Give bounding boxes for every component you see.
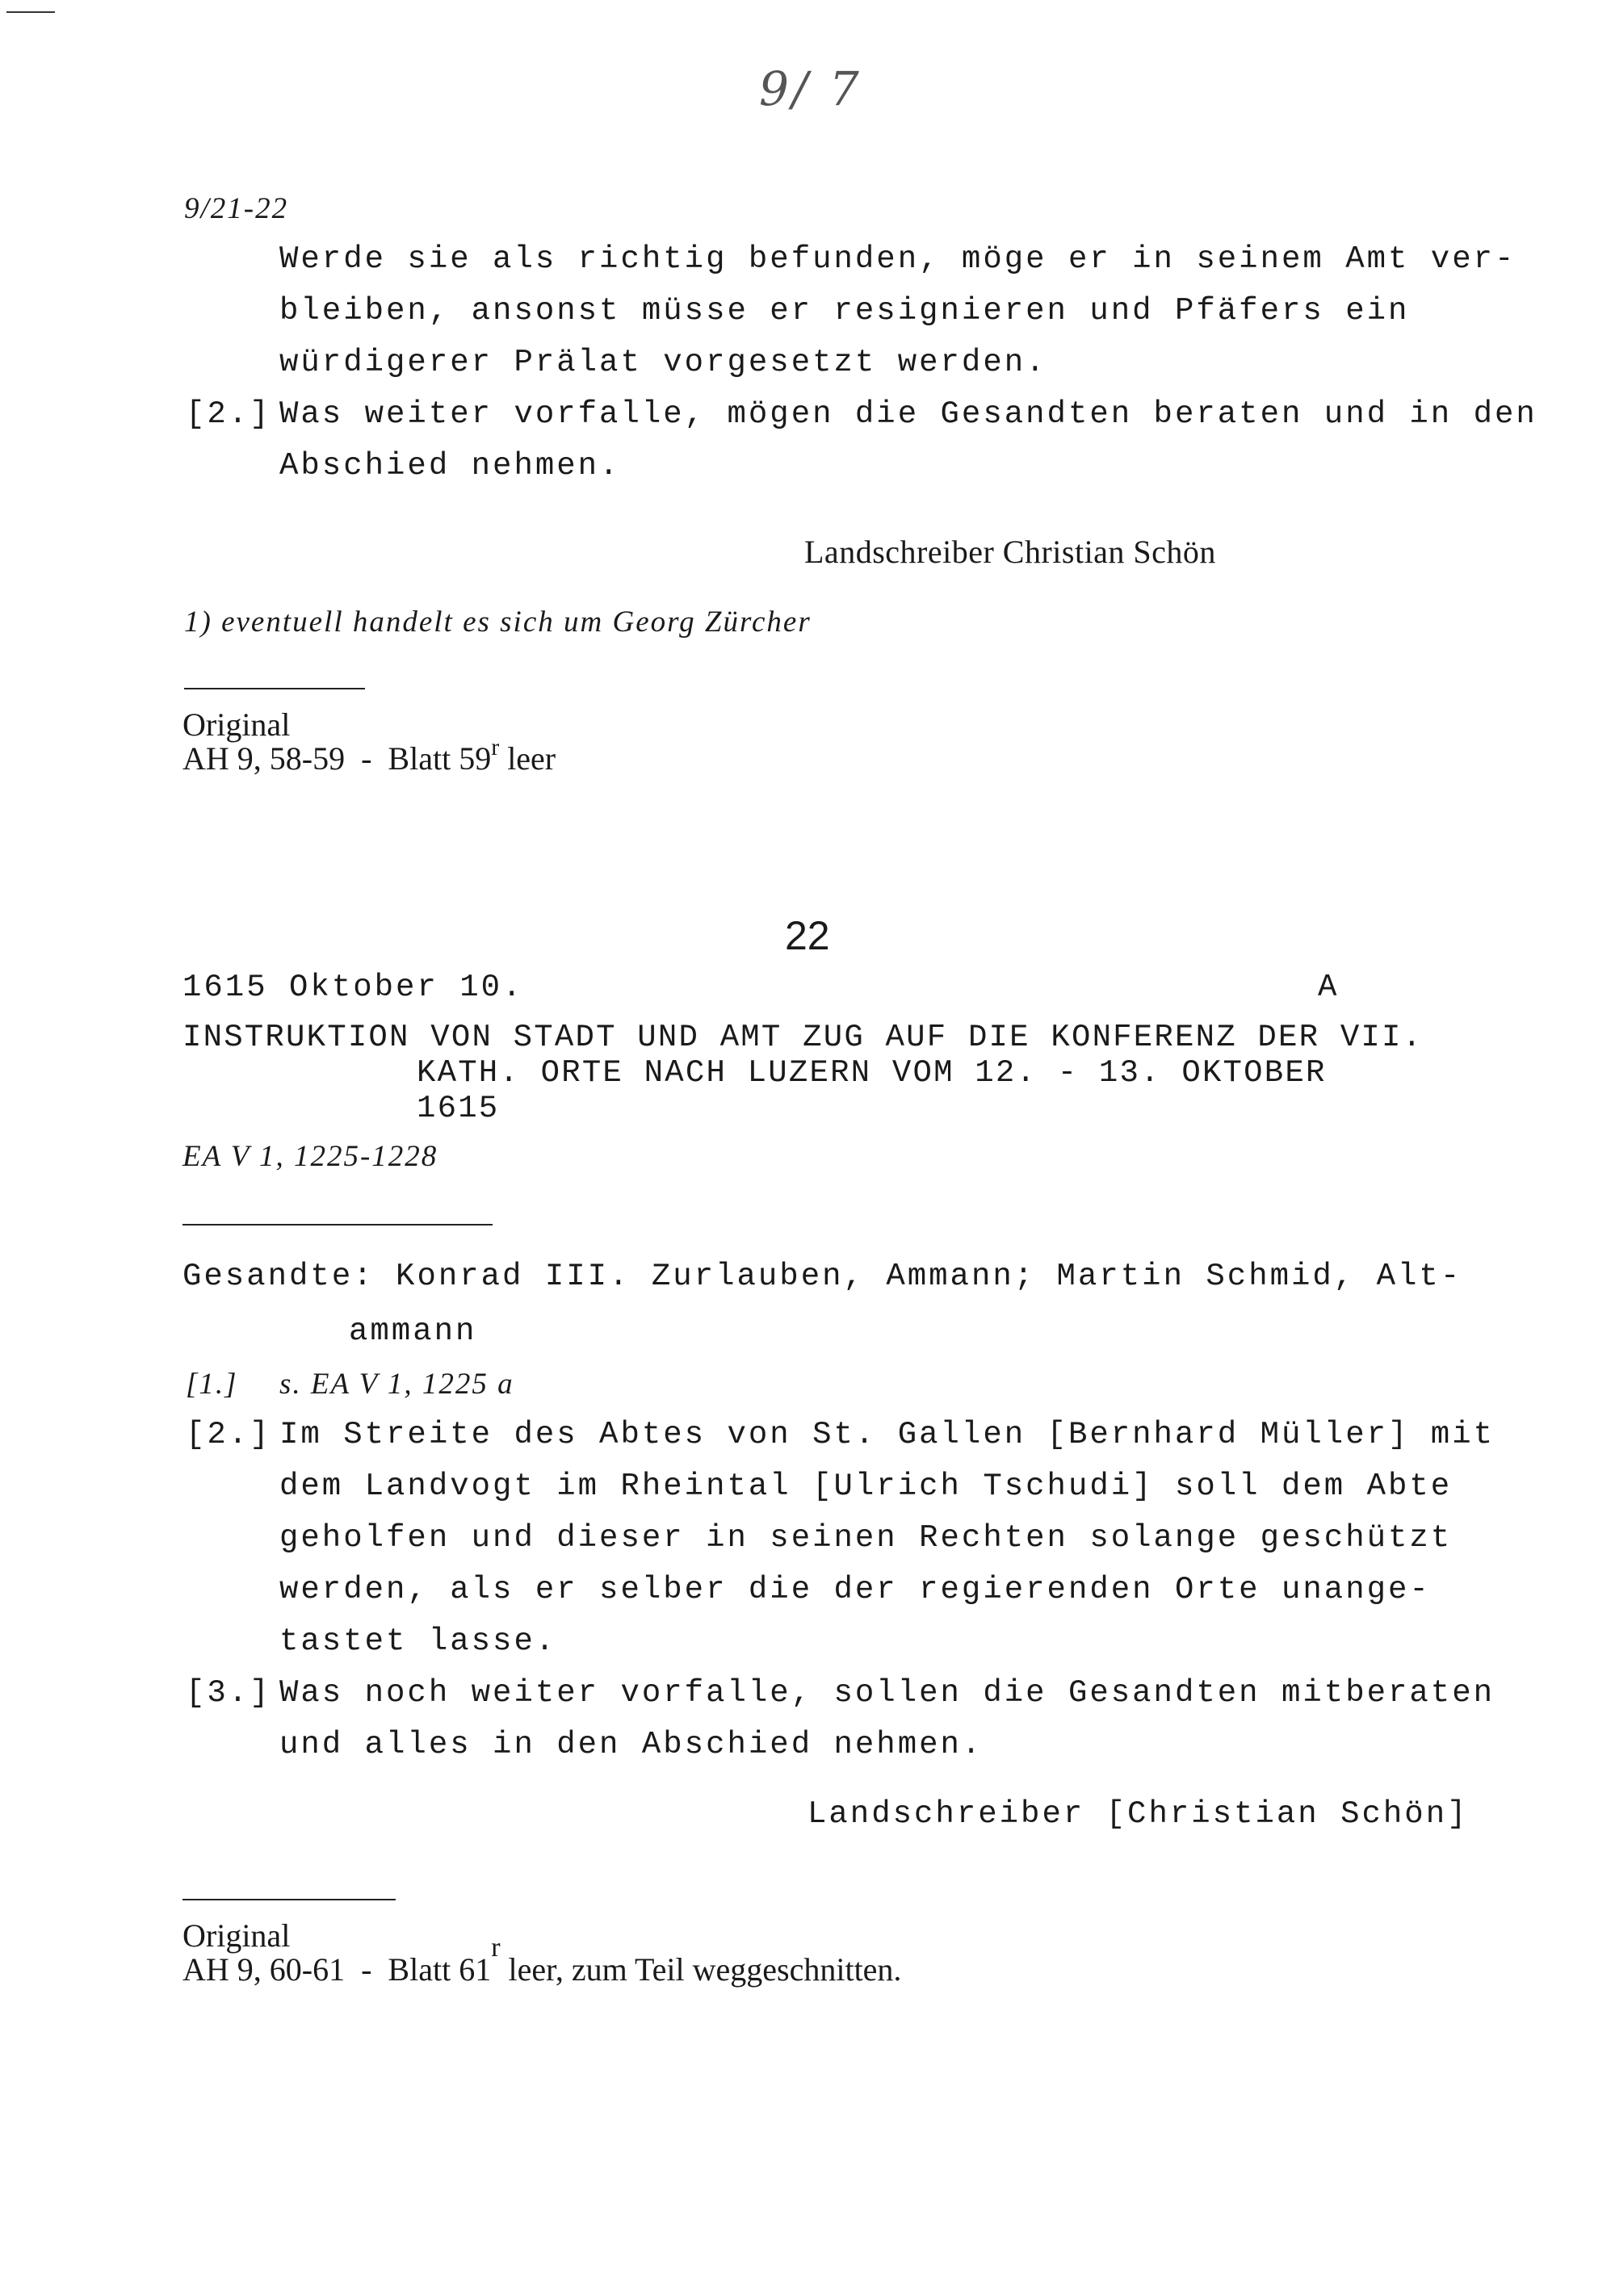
paragraph-line: Im Streite des Abtes von St. Gallen [Bernhard Müller] mit [279, 1417, 1495, 1452]
footnote: 1) eventuell handelt es sich um Georg Zürcher [184, 605, 812, 639]
source-ref-text: AH 9, 58-59 - Blatt 59 [182, 740, 492, 777]
divider [182, 1224, 493, 1226]
source-ref-text: AH 9, 60-61 - Blatt 61 [182, 1951, 492, 1988]
document-title-line: INSTRUKTION VON STADT UND AMT ZUG AUF DIE KONFERENZ DER VII. [182, 1020, 1424, 1055]
ea-reference: EA V 1, 1225-1228 [182, 1140, 438, 1173]
document-title-line: 1615 [417, 1091, 500, 1126]
source-ref-text: leer [499, 740, 556, 777]
document-title-line: KATH. ORTE NACH LUZERN VOM 12. - 13. OKTOBER [417, 1055, 1327, 1091]
recto-superscript: r [491, 734, 500, 760]
source-ref-text: leer, zum Teil weggeschnitten. [500, 1951, 902, 1988]
paragraph-line: Was noch weiter vorfalle, sollen die Gesandten mitberaten [279, 1675, 1495, 1711]
paragraph-line: und alles in den Abschied nehmen. [279, 1727, 984, 1762]
document-date: 1615 Oktober 10. [182, 970, 524, 1005]
item-label: [2.] [186, 396, 271, 432]
section-reference: 9/21-22 [184, 192, 289, 225]
signature: Landschreiber [Christian Schön] [808, 1796, 1469, 1832]
paragraph-line: Was weiter vorfalle, mögen die Gesandten beraten und in den [279, 396, 1537, 432]
paragraph-line: geholfen und dieser in seinen Rechten solange geschützt [279, 1520, 1453, 1556]
paragraph-line: würdigerer Prälat vorgesetzt werden. [279, 345, 1047, 380]
recto-superscript: r [491, 1933, 501, 1963]
item-label: [1.] [186, 1368, 238, 1401]
envoys-line: ammann [349, 1313, 477, 1349]
scan-mark [6, 11, 55, 13]
paragraph-line: Abschied nehmen. [279, 448, 621, 484]
document-letter: A [1318, 970, 1340, 1005]
source-label: Original [182, 1917, 291, 1954]
source-reference [182, 734, 556, 777]
source-label: Original [182, 706, 291, 743]
divider [184, 688, 365, 689]
divider [182, 1899, 396, 1900]
item-label: [2.] [186, 1417, 271, 1452]
paragraph-line: tastet lasse. [279, 1624, 557, 1659]
paragraph-line: dem Landvogt im Rheintal [Ulrich Tschudi] soll dem Abte [279, 1469, 1453, 1504]
paragraph-line: Werde sie als richtig befunden, möge er in seinem Amt ver- [279, 241, 1516, 277]
item-label: [3.] [186, 1675, 271, 1711]
signature: Landschreiber Christian Schön [804, 534, 1216, 570]
paragraph-line: bleiben, ansonst müsse er resignieren und Pfäfers ein [279, 293, 1410, 329]
envoys-line: Gesandte: Konrad III. Zurlauben, Ammann; Martin Schmid, Alt- [182, 1259, 1462, 1294]
item-text: s. EA V 1, 1225 a [279, 1368, 514, 1401]
handwritten-page-number: 9/ 7 [759, 61, 862, 116]
document-number: 22 [785, 913, 830, 958]
paragraph-line: werden, als er selber die der regierenden Orte unange- [279, 1572, 1431, 1607]
